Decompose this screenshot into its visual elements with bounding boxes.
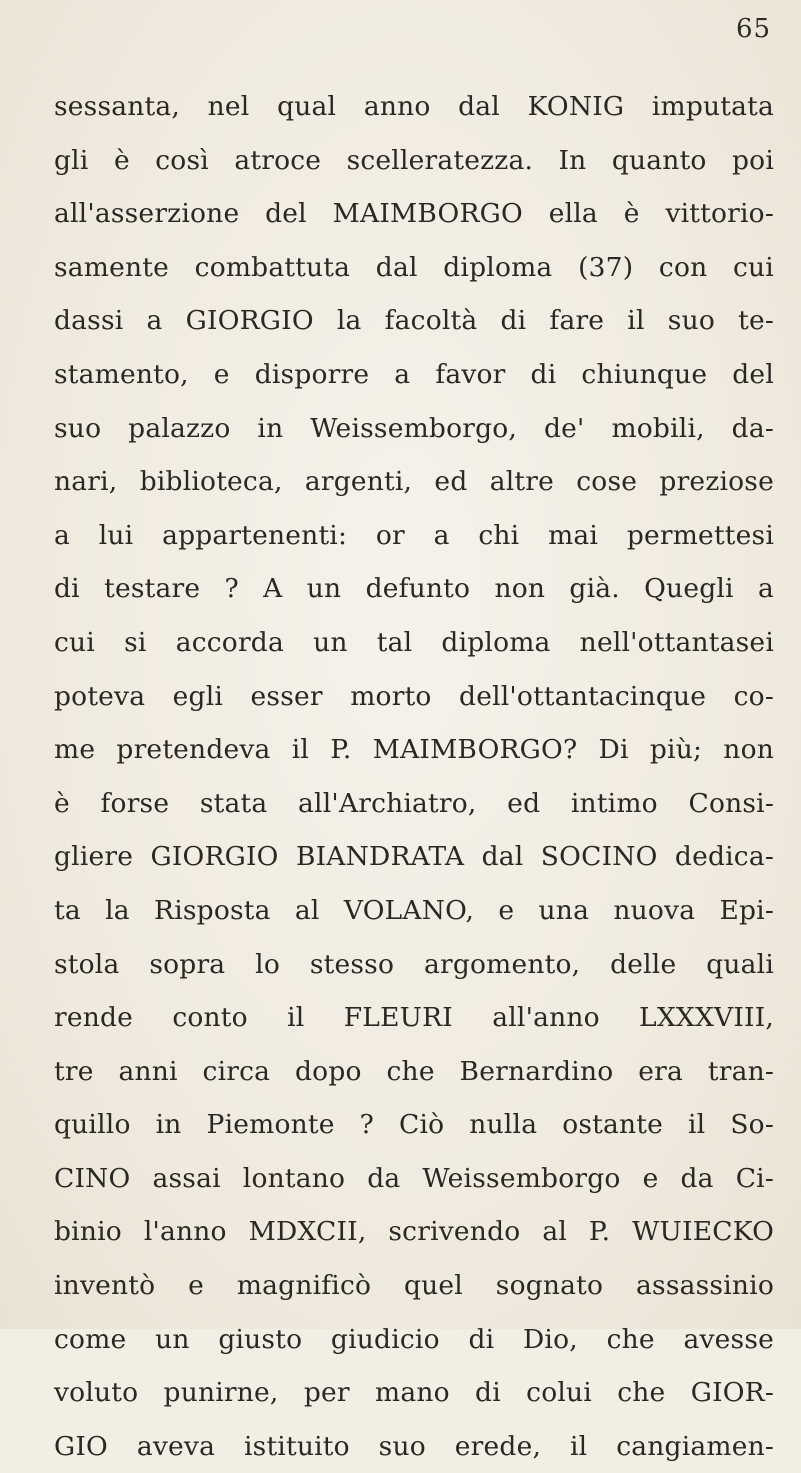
- text-line: poteva egli esser morto dell'ottantacinque co-: [54, 680, 774, 712]
- text-line: è forse stata all'Archiatro, ed intimo Consi-: [54, 787, 774, 819]
- text-line: samente combattuta dal diploma (37) con cui: [54, 251, 774, 283]
- text-line: gliere GIORGIO BIANDRATA dal SOCINO dedica-: [54, 841, 774, 873]
- text-line: GIO aveva istituito suo erede, il cangiamen-: [54, 1430, 774, 1462]
- text-line: nari, biblioteca, argenti, ed altre cose preziose: [54, 466, 774, 498]
- text-line: inventò e magnificò quel sognato assassinio: [54, 1270, 774, 1302]
- text-line: all'asserzione del MAIMBORGO ella è vittorio-: [54, 198, 774, 230]
- text-line: voluto punirne, per mano di colui che GIOR-: [54, 1377, 774, 1409]
- text-line: a lui appartenenti: or a chi mai permettesi: [54, 519, 774, 551]
- text-line: sessanta, nel qual anno dal KONIG imputata: [54, 91, 774, 122]
- text-line: stamento, e disporre a favor di chiunque del: [54, 358, 774, 390]
- text-line: CINO assai lontano da Weissemborgo e da Ci-: [54, 1162, 774, 1194]
- text-line: cui si accorda un tal diploma nell'ottantasei: [54, 626, 774, 658]
- text-line: gli è così atroce scelleratezza. In quanto poi: [54, 144, 774, 176]
- text-line: come un giusto giudicio di Dio, che avesse: [54, 1323, 774, 1355]
- text-line: dassi a GIORGIO la facoltà di fare il suo te-: [54, 305, 774, 337]
- text-line: me pretendeva il P. MAIMBORGO? Di più; non: [54, 734, 774, 766]
- text-line: binio l'anno MDXCII, scrivendo al P. WUIECKO: [54, 1216, 774, 1248]
- text-line: ta la Risposta al VOLANO, e una nuova Epi-: [54, 894, 774, 926]
- text-line: stola sopra lo stesso argomento, delle quali: [54, 948, 774, 980]
- body-text: [54, 80, 774, 1473]
- text-line: di testare ? A un defunto non già. Quegli a: [54, 573, 774, 605]
- page-number: 65: [736, 14, 772, 44]
- text-line: quillo in Piemonte ? Ciò nulla ostante il So-: [54, 1109, 774, 1141]
- text-line: suo palazzo in Weissemborgo, de' mobili, da-: [54, 412, 774, 444]
- text-line: tre anni circa dopo che Bernardino era tran-: [54, 1055, 774, 1087]
- text-line: rende conto il FLEURI all'anno LXXXVIII,: [54, 1002, 774, 1034]
